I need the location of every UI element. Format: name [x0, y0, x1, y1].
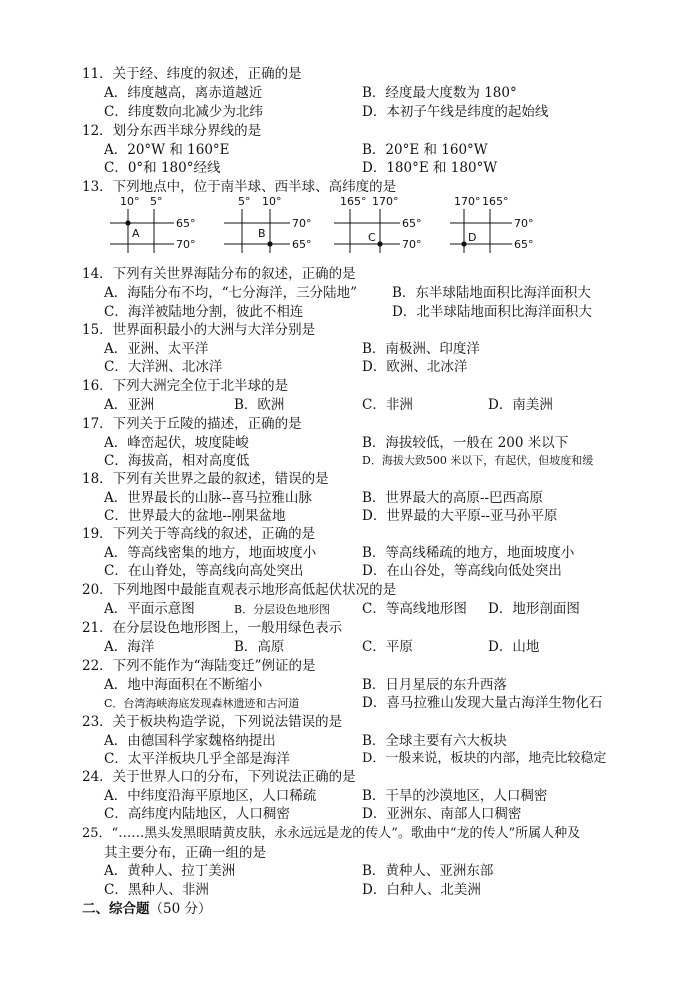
section-points: （50 分）: [149, 901, 212, 917]
q17-option-d: D．海拔大致500 米以下，有起伏，但坡度和缓: [362, 454, 594, 467]
question-25-stem-continued: 其主要分布，正确一组的是: [104, 845, 266, 861]
q12-option-b: B．20°E 和 160°W: [362, 142, 488, 158]
lat-lon-grid-c: [332, 193, 432, 255]
q22-option-b: B．日月星辰的东升西落: [362, 677, 507, 693]
q19-option-a: A．等高线密集的地方，地面坡度小: [104, 545, 317, 561]
q17-option-c: C．海拔高，相对高度低: [104, 453, 250, 469]
q24-option-a: A．中纬度沿海平原地区，人口稀疏: [104, 788, 317, 804]
q15-option-a: A．亚洲、太平洋: [104, 341, 209, 357]
question-18-stem: 18．下列有关世界之最的叙述，错误的是: [82, 471, 329, 487]
q18-option-c: C．世界最大的盆地--刚果盆地: [104, 508, 286, 524]
grid-a-point: [125, 220, 130, 225]
q25-option-a: A．黄种人、拉丁美洲: [104, 863, 236, 879]
lat-lon-grid-b: [222, 193, 318, 255]
grid-d-point: [461, 241, 466, 246]
q21-option-d: D．山地: [488, 639, 540, 655]
q19-option-c: C．在山脊处，等高线向高处突出: [104, 563, 304, 579]
q16-option-d: D．南美洲: [488, 397, 553, 413]
q23-option-c: C．太平洋板块几乎全部是海洋: [104, 751, 290, 767]
q14-option-c: C．海洋被陆地分割，彼此不相连: [104, 304, 304, 320]
grid-a-lon-left: 10°: [120, 195, 140, 208]
q12-option-a: A．20°W 和 160°E: [104, 142, 230, 158]
grid-d-label: D: [468, 231, 477, 244]
q11-option-a: A．纬度越高，离赤道越近: [104, 85, 263, 101]
grid-a-lat-bottom: 70°: [176, 238, 196, 251]
grid-c-lat-top: 65°: [402, 217, 422, 230]
grid-b-lon-left: 5°: [238, 195, 251, 208]
grid-d-lat-top: 70°: [514, 217, 534, 230]
q14-option-d: D．北半球陆地面积比海洋面积大: [392, 304, 592, 320]
question-12-stem: 12．划分东西半球分界线的是: [82, 123, 262, 139]
q23-option-a: A．由德国科学家魏格纳提出: [104, 733, 276, 749]
question-21-stem: 21．在分层设色地形图上，一般用绿色表示: [82, 620, 343, 636]
q25-option-b: B．黄种人、亚洲东部: [362, 863, 494, 879]
grid-b-point: [267, 241, 272, 246]
grid-b-lon-right: 10°: [262, 195, 282, 208]
q16-option-b: B．欧洲: [234, 397, 285, 413]
section-heading: [82, 900, 211, 918]
question-24-stem: 24．关于世界人口的分布，下列说法正确的是: [82, 769, 356, 785]
q17-option-b: B．海拔较低，一般在 200 米以下: [362, 435, 569, 451]
q21-option-a: A．海洋: [104, 639, 155, 655]
grid-d-lat-bottom: 65°: [514, 238, 534, 251]
q19-option-d: D．在山谷处，等高线向低处突出: [362, 563, 562, 579]
question-20-stem: 20．下列地图中最能直观表示地形高低起伏状况的是: [82, 582, 397, 598]
q14-option-a: A．海陆分布不均，“七分海洋，三分陆地”: [104, 285, 358, 301]
q18-option-a: A．世界最长的山脉--喜马拉雅山脉: [104, 490, 312, 506]
q11-option-c: C．纬度数向北减少为北纬: [104, 104, 263, 120]
q16-option-c: C．非洲: [362, 397, 413, 413]
grid-b-lat-bottom: 65°: [292, 238, 312, 251]
lat-lon-grid-d: [448, 193, 548, 255]
q12-option-c: C．0°和 180°经线: [104, 160, 221, 176]
q22-option-c: C．台湾海峡海底发现森林遗迹和古河道: [104, 697, 300, 710]
grid-a-label: A: [132, 227, 140, 240]
grid-c-lon-right: 170°: [372, 195, 399, 208]
q24-option-c: C．高纬度内陆地区，人口稠密: [104, 806, 290, 822]
question-16-stem: 16．下列大洲完全位于北半球的是: [82, 378, 289, 394]
q24-option-d: D．亚洲东、南部人口稠密: [362, 806, 522, 822]
q21-option-b: B．高原: [234, 639, 285, 655]
question-23-stem: 23．关于板块构造学说，下列说法错误的是: [82, 714, 343, 730]
q19-option-b: B．等高线稀疏的地方，地面坡度小: [362, 545, 575, 561]
q17-option-a: A．峰峦起伏，坡度陡峻: [104, 435, 249, 451]
q11-option-b: B．经度最大度数为 180°: [362, 85, 517, 101]
q23-option-b: B．全球主要有六大板块: [362, 733, 507, 749]
grid-a-lon-right: 5°: [150, 195, 163, 208]
q20-option-a: A．平面示意图: [104, 601, 195, 617]
grid-b-lat-top: 70°: [292, 217, 312, 230]
q25-option-c: C．黑种人、非洲: [104, 882, 209, 898]
grid-d-lon-left: 170°: [454, 195, 481, 208]
question-14-stem: 14．下列有关世界海陆分布的叙述，正确的是: [82, 266, 356, 282]
q20-option-d: D．地形剖面图: [488, 601, 580, 617]
q25-option-d: D．白种人、北美洲: [362, 882, 481, 898]
grid-c-lat-bottom: 70°: [402, 238, 422, 251]
grid-b-label: B: [258, 227, 266, 240]
question-22-stem: 22．下列不能作为“海陆变迁”例证的是: [82, 658, 316, 674]
q14-option-b: B．东半球陆地面积比海洋面积大: [392, 285, 591, 301]
section-title: 二、综合题: [82, 901, 150, 917]
q12-option-d: D．180°E 和 180°W: [362, 160, 498, 176]
question-19-stem: 19．下列关于等高线的叙述，正确的是: [82, 526, 316, 542]
question-15-stem: 15．世界面积最小的大洲与大洋分别是: [82, 322, 316, 338]
grid-d-lon-right: 165°: [482, 195, 509, 208]
grid-c-point: [377, 241, 382, 246]
grid-c-lon-left: 165°: [340, 195, 367, 208]
question-17-stem: 17．下列关于丘陵的描述，正确的是: [82, 416, 302, 432]
question-11-stem: 11．关于经、纬度的叙述，正确的是: [82, 66, 302, 82]
q20-option-b: B．分层设色地形图: [234, 603, 331, 616]
q22-option-a: A．地中海面积在不断缩小: [104, 677, 263, 693]
question-25-stem: 25．“……黑头发黑眼睛黄皮肤，永永远远是龙的传人”。歌曲中“龙的传人”所属人种及: [82, 826, 581, 841]
q15-option-d: D．欧洲、北冰洋: [362, 359, 468, 375]
grid-a-lat-top: 65°: [176, 217, 196, 230]
q11-option-d: D．本初子午线是纬度的起始线: [362, 104, 549, 120]
q21-option-c: C．平原: [362, 639, 413, 655]
lat-lon-grid-a: [106, 193, 202, 255]
q23-option-d: D．一般来说，板块的内部，地壳比较稳定: [362, 751, 607, 766]
q15-option-b: B．南极洲、印度洋: [362, 341, 480, 357]
q18-option-d: D．世界最的大平原--亚马孙平原: [362, 508, 558, 524]
question-13-stem: 13．下列地点中，位于南半球、西半球、高纬度的是: [82, 179, 397, 195]
q18-option-b: B．世界最大的高原--巴西高原: [362, 490, 544, 506]
q24-option-b: B．干旱的沙漠地区，人口稠密: [362, 788, 548, 804]
grid-c-label: C: [368, 231, 376, 244]
q15-option-c: C．大洋洲、北冰洋: [104, 359, 223, 375]
q16-option-a: A．亚洲: [104, 397, 155, 413]
q22-option-d: D．喜马拉雅山发现大量古海洋生物化石: [362, 695, 603, 711]
q20-option-c: C．等高线地形图: [362, 601, 467, 617]
